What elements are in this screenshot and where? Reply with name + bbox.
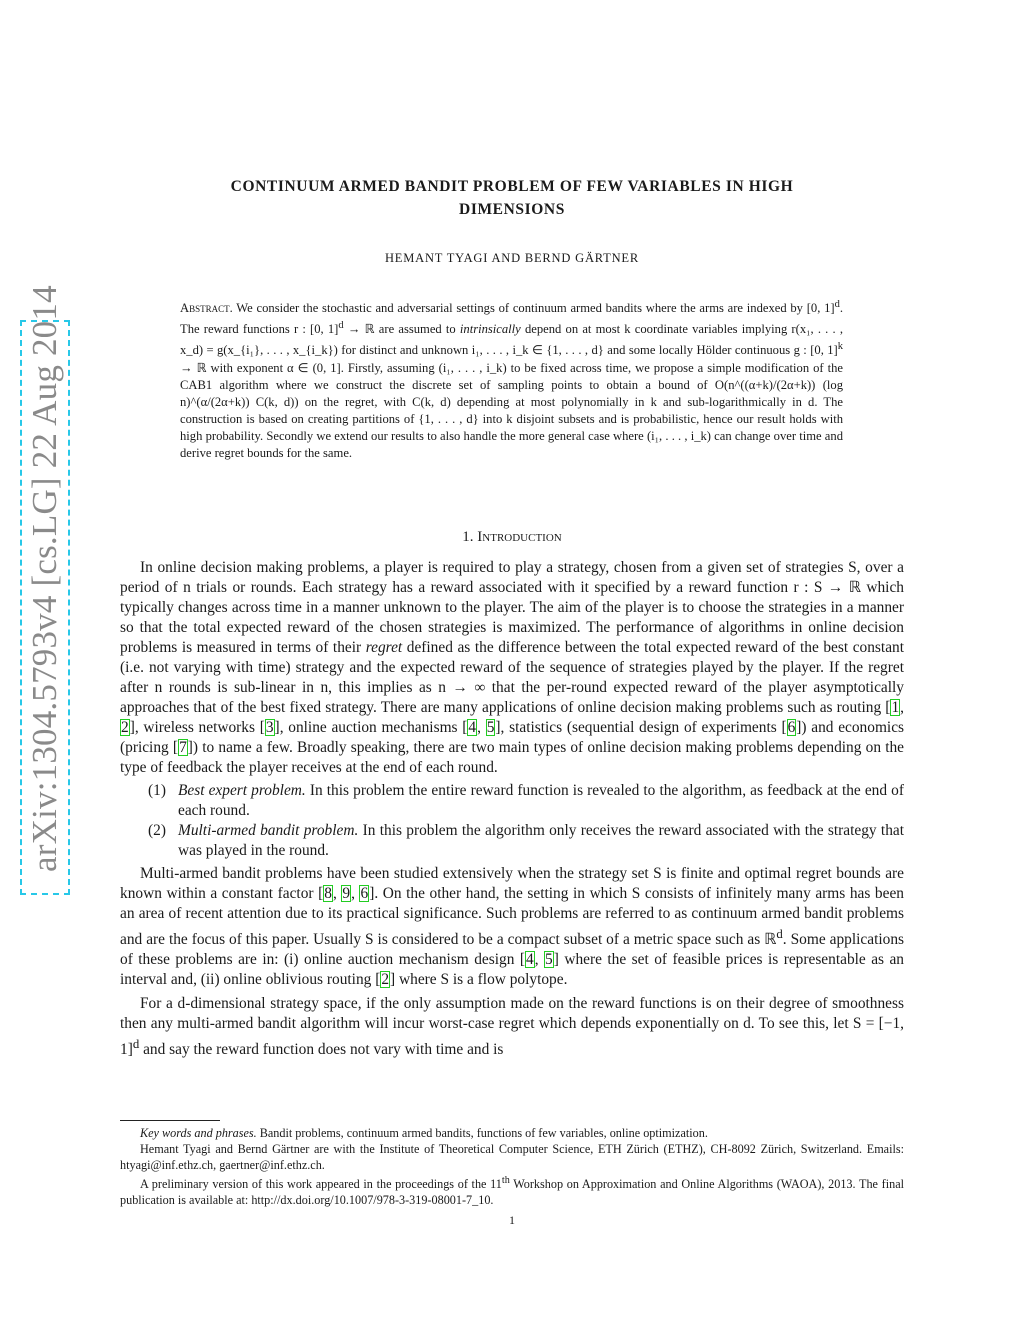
- intro-paragraph-2: Multi-armed bandit problems have been studied extensively when the strategy set S is finite and optimal regret bounds are known within a constant factor [8, 9, 6]. On the other hand, the setting in which S consists of infinitely many arms has been an area of recent attention due to its practical significance. Such problems are referred to as continuum armed bandit problems and are the focus of this paper. Usually S is considered to be a compact subset of a metric space such as ℝ$^d$. Some applications of these problems are in: (i) online auction mechanism design [4, 5] where the set of feasible prices is representable as an interval and, (ii) online oblivious routing [2] where S is a flow polytope.: [120, 865, 905, 989]
- main-body: [120, 558, 904, 1060]
- citation-link[interactable]: 5: [545, 951, 553, 969]
- citation-link[interactable]: 1: [891, 699, 900, 716]
- footnote-affiliation: Hemant Tyagi and Bernd Gärtner are with the Institute of Theoretical Computer Science, ETH Zürich (ETHZ), CH-8092 Zürich, Switzerland. Emails: htyagi@inf.ethz.ch, gaertner@inf.ethz.ch.: [120, 1142, 904, 1172]
- citation-link[interactable]: 4: [468, 719, 477, 736]
- title-line-2: DIMENSIONS: [459, 201, 565, 218]
- citation-link[interactable]: 5: [486, 719, 495, 736]
- abstract: Abstract. We consider the stochastic and adversarial settings of continuum armed bandits where the arms are indexed by [0, 1]$^d$. The reward functions r : [0, 1]$^d$ → ℝ are assumed to intrinsically depend on at most k coordinate variables implying r(x₁, . . . , x_d) = g(x_{i₁}, . . . , x_{i_k}) for distinct and unknown i₁, . . . , i_k ∈ {1, . . . , d} and some locally Hölder continuous g : [0, 1]$^k$ → ℝ with exponent α ∈ (0, 1]. Firstly, assuming (i₁, . . . , i_k) to be fixed across time, we propose a simple modification of the CAB1 algorithm where we construct the discrete set of sampling points to obtain a bound of O(n^((α+k)/(2α+k)) (log n)^(α/(2α+k)) C(k, d)) on the regret, with C(k, d) depending at most polynomially in k and sub-logarithmically in d. The construction is based on creating partitions of {1, . . . , d} into k disjoint subsets and is probabilistic, hence our result holds with high probability. Secondly we extend our results to also handle the more general case where (i₁, . . . , i_k) can change over time and derive regret bounds for the same.: [180, 299, 844, 460]
- list-item: (2) Multi-armed bandit problem. In this problem the algorithm only receives the reward associated with the strategy that was played in the round.: [148, 822, 904, 859]
- intro-paragraph-1: In online decision making problems, a player is required to play a strategy, chosen from a given set of strategies S, over a period of n trials or rounds. Each strategy has a reward associated with it specified by a reward function r : S → ℝ which typically changes across time in a manner unknown to the player. The aim of the player is to choose the strategies in a manner so that the total expected reward of the chosen strategies is maximized. The performance of algorithms in online decision problems is measured in terms of their regret defined as the difference between the total expected reward of the best constant (i.e. not varying with time) strategy and the expected reward of the sequence of strategies played by the player. If the regret after n rounds is sub-linear in n, this implies as n → ∞ that the per-round expected reward of the player asymptotically approaches that of the best fixed strategy. There are many applications of online decision making problems such as routing [1, 2], wireless networks [3], online auction mechanisms [4, 5], statistics (sequential design of experiments [6]) and economics (pricing [7]) to name a few. Broadly speaking, there are two main types of online decision making problems depending on the type of feedback the player receives at the end of each round.: [120, 559, 905, 776]
- citation-link[interactable]: 6: [360, 885, 369, 902]
- list-item: (1) Best expert problem. In this problem the entire reward function is revealed to the algorithm, as feedback at the end of each round.: [148, 782, 904, 819]
- section-number: 1.: [462, 529, 474, 545]
- citation-link[interactable]: 9: [342, 885, 351, 902]
- citation-link[interactable]: 2: [121, 719, 129, 736]
- section-heading-introduction: [120, 529, 904, 546]
- footnote-keywords: Key words and phrases. Bandit problems, continuum armed bandits, functions of few variables, online optimization.: [140, 1126, 708, 1140]
- footnotes: [120, 1125, 904, 1208]
- author-list: HEMANT TYAGI AND BERND GÄRTNER: [384, 251, 640, 265]
- arxiv-identifier[interactable]: arXiv:1304.5793v4 [cs.LG] 22 Aug 2014: [25, 285, 64, 872]
- abstract-label: Abstract.: [180, 301, 233, 316]
- citation-link[interactable]: 2: [381, 971, 390, 989]
- citation-link[interactable]: 8: [324, 885, 332, 902]
- footnote-rule: [120, 1120, 220, 1121]
- intro-paragraph-3: For a d-dimensional strategy space, if the only assumption made on the reward functions is on their degree of smoothness then any multi-armed bandit algorithm will incur worst-case regret which depends exponentially on d. To see this, let S = [−1, 1]$^d$ and say the reward function does not vary with time and is: [120, 995, 904, 1059]
- citation-link[interactable]: 4: [526, 951, 534, 969]
- footnote-preliminary: A preliminary version of this work appeared in the proceedings of the 11th Workshop on Approximation and Online Algorithms (WAOA), 2013. The final publication is available at: http://dx.doi.org/10.1007/978-3-319-08001-7_10.: [120, 1175, 904, 1208]
- citation-link[interactable]: 3: [265, 719, 274, 736]
- page-number: 1: [509, 1213, 515, 1227]
- citation-link[interactable]: 6: [787, 719, 796, 736]
- problem-type-list: [120, 781, 904, 861]
- title-line-1: CONTINUUM ARMED BANDIT PROBLEM OF FEW VARIABLES IN HIGH: [230, 178, 794, 195]
- section-title: Introduction: [477, 529, 562, 545]
- paper-title: [140, 175, 884, 221]
- citation-link[interactable]: 7: [179, 739, 187, 756]
